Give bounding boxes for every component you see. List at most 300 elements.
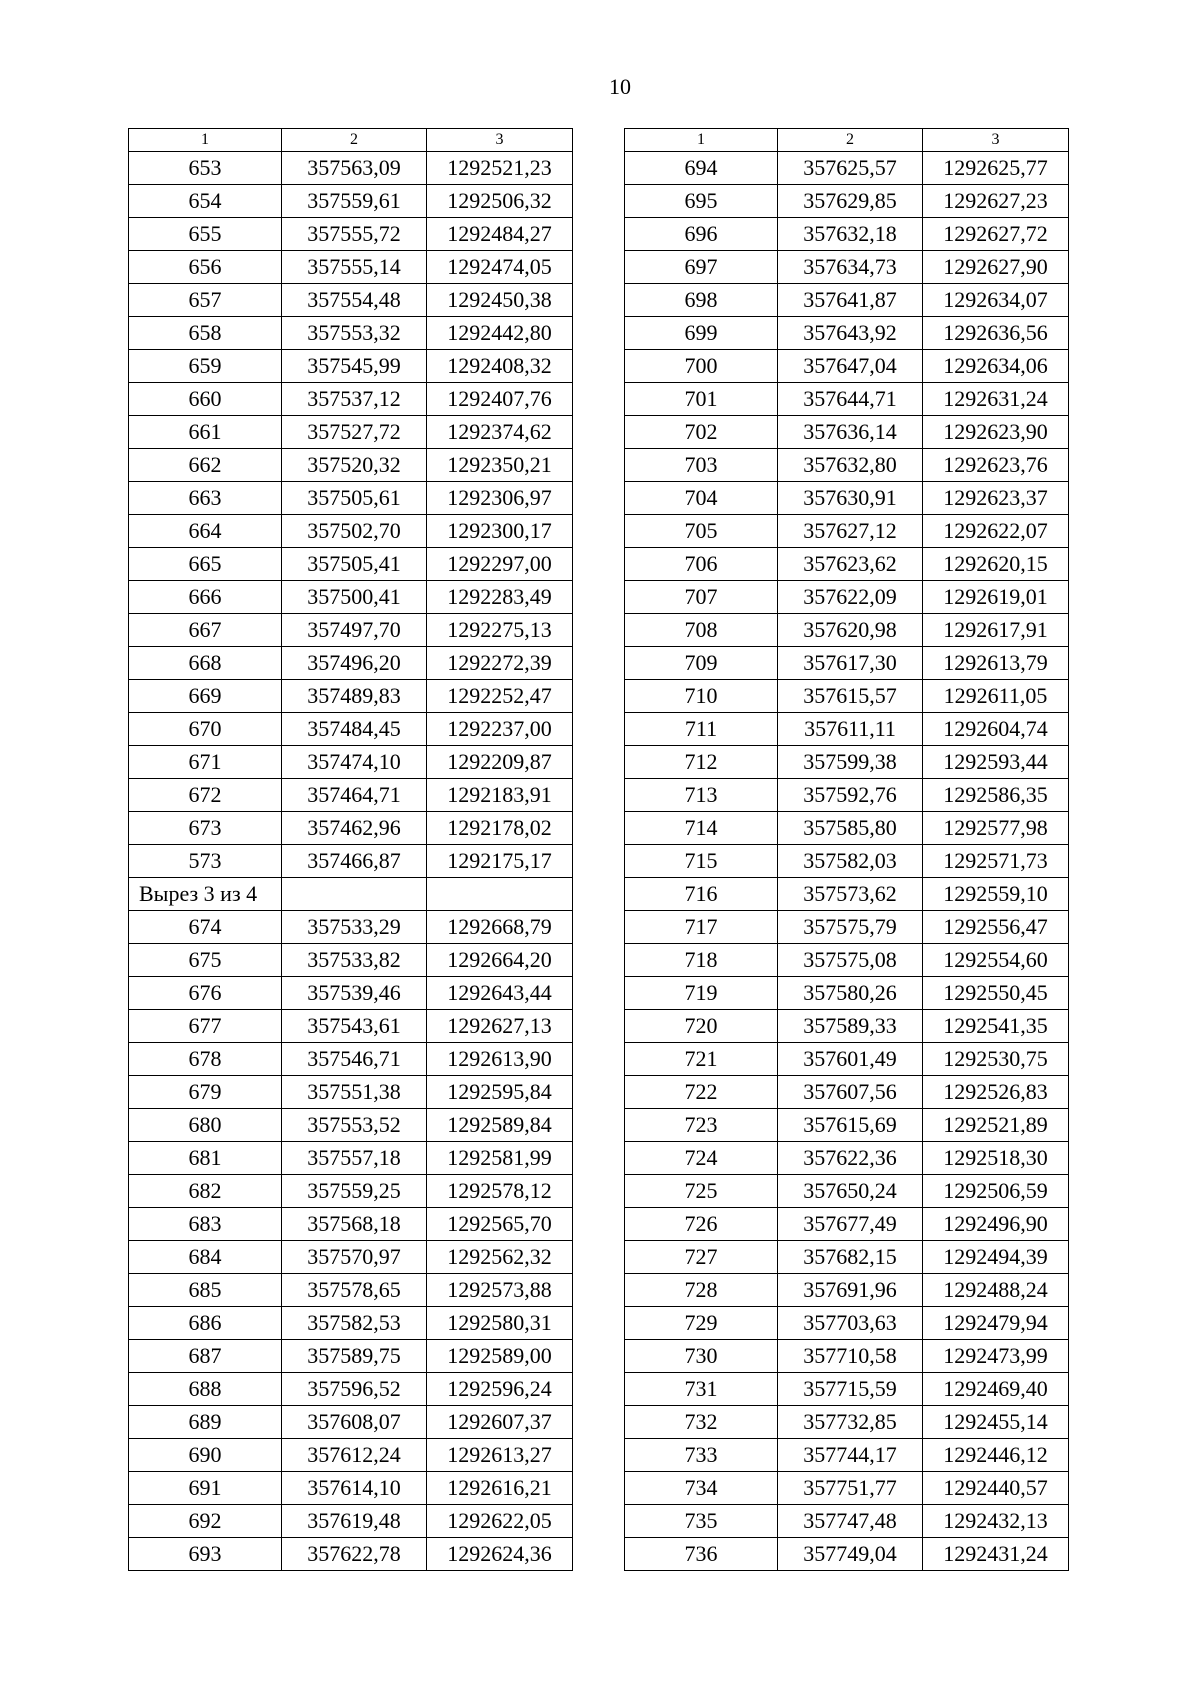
x-coordinate-cell: 357617,30 [778,647,923,680]
y-coordinate-cell: 1292300,17 [427,515,573,548]
table-row [625,1010,1069,1043]
table-row [625,1538,1069,1571]
x-coordinate-cell: 357496,20 [282,647,427,680]
y-coordinate-cell: 1292586,35 [923,779,1069,812]
x-coordinate-cell: 357570,97 [282,1241,427,1274]
x-coordinate-cell: 357677,49 [778,1208,923,1241]
point-number-cell: 732 [625,1406,778,1439]
y-coordinate-cell: 1292565,70 [427,1208,573,1241]
y-coordinate-cell: 1292431,24 [923,1538,1069,1571]
x-coordinate-cell: 357462,96 [282,812,427,845]
point-number-cell: 669 [129,680,282,713]
x-coordinate-cell: 357533,82 [282,944,427,977]
y-coordinate-cell [427,878,573,911]
x-coordinate-cell: 357537,12 [282,383,427,416]
table-row [625,1208,1069,1241]
table-row [625,1175,1069,1208]
point-number-cell: 730 [625,1340,778,1373]
table-row [129,944,573,977]
table-row [625,482,1069,515]
table-row [129,416,573,449]
table-row [625,383,1069,416]
point-number-cell: 729 [625,1307,778,1340]
point-number-cell: 662 [129,449,282,482]
table-row [625,218,1069,251]
table-row [625,1439,1069,1472]
y-coordinate-cell: 1292473,99 [923,1340,1069,1373]
x-coordinate-cell: 357644,71 [778,383,923,416]
table-row [129,1076,573,1109]
point-number-cell: 661 [129,416,282,449]
point-number-cell: 656 [129,251,282,284]
x-coordinate-cell: 357691,96 [778,1274,923,1307]
x-coordinate-cell: 357632,80 [778,449,923,482]
y-coordinate-cell: 1292620,15 [923,548,1069,581]
y-coordinate-cell: 1292613,90 [427,1043,573,1076]
y-coordinate-cell: 1292627,13 [427,1010,573,1043]
y-coordinate-cell: 1292506,59 [923,1175,1069,1208]
point-number-cell: 708 [625,614,778,647]
table-row [625,251,1069,284]
y-coordinate-cell: 1292577,98 [923,812,1069,845]
point-number-cell: 700 [625,350,778,383]
point-number-cell: 676 [129,977,282,1010]
table-row [625,680,1069,713]
point-number-cell: 673 [129,812,282,845]
column-header-x: 2 [778,129,923,152]
x-coordinate-cell: 357573,62 [778,878,923,911]
x-coordinate-cell: 357623,62 [778,548,923,581]
point-number-cell: 714 [625,812,778,845]
coordinates-table-left [128,128,573,1571]
point-number-cell: 692 [129,1505,282,1538]
point-number-cell: 667 [129,614,282,647]
x-coordinate-cell: 357611,11 [778,713,923,746]
x-coordinate-cell: 357575,08 [778,944,923,977]
y-coordinate-cell: 1292178,02 [427,812,573,845]
point-number-cell: 693 [129,1538,282,1571]
table-row [625,1472,1069,1505]
y-coordinate-cell: 1292616,21 [427,1472,573,1505]
table-row [625,779,1069,812]
x-coordinate-cell: 357559,25 [282,1175,427,1208]
point-number-cell: 701 [625,383,778,416]
table-row [129,1373,573,1406]
x-coordinate-cell: 357615,69 [778,1109,923,1142]
x-coordinate-cell [282,878,427,911]
y-coordinate-cell: 1292589,84 [427,1109,573,1142]
x-coordinate-cell: 357502,70 [282,515,427,548]
point-number-cell: 573 [129,845,282,878]
table-row [129,1406,573,1439]
point-number-cell: 678 [129,1043,282,1076]
x-coordinate-cell: 357747,48 [778,1505,923,1538]
table-row [625,713,1069,746]
point-number-cell: 665 [129,548,282,581]
table-row [129,218,573,251]
point-number-cell: 658 [129,317,282,350]
x-coordinate-cell: 357543,61 [282,1010,427,1043]
table-row [625,185,1069,218]
point-number-cell: Вырез 3 из 4 [129,878,282,911]
point-number-cell: 710 [625,680,778,713]
table-body [129,152,573,1571]
x-coordinate-cell: 357546,71 [282,1043,427,1076]
table-row [625,977,1069,1010]
y-coordinate-cell: 1292556,47 [923,911,1069,944]
x-coordinate-cell: 357749,04 [778,1538,923,1571]
x-coordinate-cell: 357582,03 [778,845,923,878]
point-number-cell: 709 [625,647,778,680]
y-coordinate-cell: 1292627,72 [923,218,1069,251]
y-coordinate-cell: 1292488,24 [923,1274,1069,1307]
y-coordinate-cell: 1292530,75 [923,1043,1069,1076]
point-number-cell: 706 [625,548,778,581]
x-coordinate-cell: 357650,24 [778,1175,923,1208]
x-coordinate-cell: 357599,38 [778,746,923,779]
table-row [129,1340,573,1373]
y-coordinate-cell: 1292623,90 [923,416,1069,449]
point-number-cell: 675 [129,944,282,977]
y-coordinate-cell: 1292573,88 [427,1274,573,1307]
point-number-cell: 728 [625,1274,778,1307]
y-coordinate-cell: 1292627,90 [923,251,1069,284]
table-row [129,284,573,317]
point-number-cell: 679 [129,1076,282,1109]
point-number-cell: 717 [625,911,778,944]
x-coordinate-cell: 357622,78 [282,1538,427,1571]
table-row [129,1010,573,1043]
x-coordinate-cell: 357751,77 [778,1472,923,1505]
column-header-point: 1 [129,129,282,152]
y-coordinate-cell: 1292455,14 [923,1406,1069,1439]
y-coordinate-cell: 1292506,32 [427,185,573,218]
point-number-cell: 691 [129,1472,282,1505]
y-coordinate-cell: 1292272,39 [427,647,573,680]
y-coordinate-cell: 1292613,27 [427,1439,573,1472]
y-coordinate-cell: 1292479,94 [923,1307,1069,1340]
y-coordinate-cell: 1292607,37 [427,1406,573,1439]
y-coordinate-cell: 1292619,01 [923,581,1069,614]
point-number-cell: 696 [625,218,778,251]
table-row [129,581,573,614]
x-coordinate-cell: 357634,73 [778,251,923,284]
point-number-cell: 694 [625,152,778,185]
y-coordinate-cell: 1292627,23 [923,185,1069,218]
x-coordinate-cell: 357555,14 [282,251,427,284]
point-number-cell: 666 [129,581,282,614]
table-row [625,515,1069,548]
table-row [625,1406,1069,1439]
x-coordinate-cell: 357619,48 [282,1505,427,1538]
y-coordinate-cell: 1292183,91 [427,779,573,812]
coordinates-table-right [624,128,1069,1571]
y-coordinate-cell: 1292450,38 [427,284,573,317]
y-coordinate-cell: 1292634,07 [923,284,1069,317]
y-coordinate-cell: 1292521,23 [427,152,573,185]
table-row [129,1439,573,1472]
y-coordinate-cell: 1292306,97 [427,482,573,515]
x-coordinate-cell: 357703,63 [778,1307,923,1340]
y-coordinate-cell: 1292440,57 [923,1472,1069,1505]
point-number-cell: 711 [625,713,778,746]
point-number-cell: 688 [129,1373,282,1406]
table-row [625,548,1069,581]
y-coordinate-cell: 1292622,05 [427,1505,573,1538]
x-coordinate-cell: 357715,59 [778,1373,923,1406]
y-coordinate-cell: 1292275,13 [427,614,573,647]
y-coordinate-cell: 1292634,06 [923,350,1069,383]
x-coordinate-cell: 357559,61 [282,185,427,218]
table-row [625,1373,1069,1406]
table-row [129,548,573,581]
x-coordinate-cell: 357608,07 [282,1406,427,1439]
point-number-cell: 672 [129,779,282,812]
x-coordinate-cell: 357612,24 [282,1439,427,1472]
y-coordinate-cell: 1292518,30 [923,1142,1069,1175]
point-number-cell: 684 [129,1241,282,1274]
point-number-cell: 733 [625,1439,778,1472]
table-row [625,911,1069,944]
y-coordinate-cell: 1292252,47 [427,680,573,713]
y-coordinate-cell: 1292283,49 [427,581,573,614]
x-coordinate-cell: 357625,57 [778,152,923,185]
x-coordinate-cell: 357500,41 [282,581,427,614]
x-coordinate-cell: 357710,58 [778,1340,923,1373]
x-coordinate-cell: 357554,48 [282,284,427,317]
point-number-cell: 664 [129,515,282,548]
x-coordinate-cell: 357578,65 [282,1274,427,1307]
x-coordinate-cell: 357629,85 [778,185,923,218]
x-coordinate-cell: 357643,92 [778,317,923,350]
table-row [129,911,573,944]
table-row [625,878,1069,911]
y-coordinate-cell: 1292562,32 [427,1241,573,1274]
point-number-cell: 697 [625,251,778,284]
point-number-cell: 655 [129,218,282,251]
table-row [129,680,573,713]
table-row [625,1142,1069,1175]
table-row [129,779,573,812]
point-number-cell: 654 [129,185,282,218]
x-coordinate-cell: 357555,72 [282,218,427,251]
x-coordinate-cell: 357630,91 [778,482,923,515]
x-coordinate-cell: 357557,18 [282,1142,427,1175]
table-row [625,1241,1069,1274]
table-row [625,284,1069,317]
x-coordinate-cell: 357622,09 [778,581,923,614]
x-coordinate-cell: 357585,80 [778,812,923,845]
y-coordinate-cell: 1292631,24 [923,383,1069,416]
table-row [625,1043,1069,1076]
point-number-cell: 687 [129,1340,282,1373]
table-row [129,1505,573,1538]
y-coordinate-cell: 1292604,74 [923,713,1069,746]
y-coordinate-cell: 1292521,89 [923,1109,1069,1142]
x-coordinate-cell: 357580,26 [778,977,923,1010]
y-coordinate-cell: 1292623,76 [923,449,1069,482]
y-coordinate-cell: 1292446,12 [923,1439,1069,1472]
y-coordinate-cell: 1292469,40 [923,1373,1069,1406]
y-coordinate-cell: 1292613,79 [923,647,1069,680]
table-body [625,152,1069,1571]
y-coordinate-cell: 1292408,32 [427,350,573,383]
y-coordinate-cell: 1292374,62 [427,416,573,449]
x-coordinate-cell: 357575,79 [778,911,923,944]
point-number-cell: 720 [625,1010,778,1043]
table-row [129,713,573,746]
point-number-cell: 719 [625,977,778,1010]
x-coordinate-cell: 357632,18 [778,218,923,251]
point-number-cell: 724 [625,1142,778,1175]
table-row [129,1142,573,1175]
column-header-point: 1 [625,129,778,152]
x-coordinate-cell: 357732,85 [778,1406,923,1439]
column-header-x: 2 [282,129,427,152]
y-coordinate-cell: 1292622,07 [923,515,1069,548]
table-row [625,581,1069,614]
x-coordinate-cell: 357551,38 [282,1076,427,1109]
table-row [625,1307,1069,1340]
point-number-cell: 660 [129,383,282,416]
point-number-cell: 663 [129,482,282,515]
y-coordinate-cell: 1292596,24 [427,1373,573,1406]
y-coordinate-cell: 1292526,83 [923,1076,1069,1109]
table-row [129,1472,573,1505]
point-number-cell: 715 [625,845,778,878]
point-number-cell: 712 [625,746,778,779]
table-row [625,647,1069,680]
y-coordinate-cell: 1292237,00 [427,713,573,746]
y-coordinate-cell: 1292550,45 [923,977,1069,1010]
x-coordinate-cell: 357622,36 [778,1142,923,1175]
table-row [129,1109,573,1142]
table-row [129,350,573,383]
point-number-cell: 670 [129,713,282,746]
point-number-cell: 702 [625,416,778,449]
table-row [625,812,1069,845]
table-row [129,482,573,515]
page-number: 10 [609,74,631,99]
x-coordinate-cell: 357589,33 [778,1010,923,1043]
table-row [625,1076,1069,1109]
point-number-cell: 674 [129,911,282,944]
table-row [129,746,573,779]
y-coordinate-cell: 1292432,13 [923,1505,1069,1538]
point-number-cell: 653 [129,152,282,185]
table-row [129,251,573,284]
table-row [625,350,1069,383]
x-coordinate-cell: 357607,56 [778,1076,923,1109]
y-coordinate-cell: 1292581,99 [427,1142,573,1175]
x-coordinate-cell: 357596,52 [282,1373,427,1406]
x-coordinate-cell: 357592,76 [778,779,923,812]
table-row [129,185,573,218]
point-number-cell: 723 [625,1109,778,1142]
y-coordinate-cell: 1292209,87 [427,746,573,779]
table-row [129,1307,573,1340]
y-coordinate-cell: 1292624,36 [427,1538,573,1571]
x-coordinate-cell: 357539,46 [282,977,427,1010]
x-coordinate-cell: 357505,41 [282,548,427,581]
x-coordinate-cell: 357489,83 [282,680,427,713]
y-coordinate-cell: 1292496,90 [923,1208,1069,1241]
x-coordinate-cell: 357636,14 [778,416,923,449]
table-row [129,449,573,482]
point-number-cell: 682 [129,1175,282,1208]
table-row [625,1340,1069,1373]
x-coordinate-cell: 357615,57 [778,680,923,713]
point-number-cell: 677 [129,1010,282,1043]
point-number-cell: 735 [625,1505,778,1538]
y-coordinate-cell: 1292297,00 [427,548,573,581]
x-coordinate-cell: 357484,45 [282,713,427,746]
point-number-cell: 713 [625,779,778,812]
point-number-cell: 705 [625,515,778,548]
point-number-cell: 668 [129,647,282,680]
point-number-cell: 718 [625,944,778,977]
x-coordinate-cell: 357553,32 [282,317,427,350]
x-coordinate-cell: 357582,53 [282,1307,427,1340]
x-coordinate-cell: 357563,09 [282,152,427,185]
x-coordinate-cell: 357641,87 [778,284,923,317]
x-coordinate-cell: 357627,12 [778,515,923,548]
x-coordinate-cell: 357520,32 [282,449,427,482]
y-coordinate-cell: 1292664,20 [427,944,573,977]
table-row [129,1538,573,1571]
point-number-cell: 690 [129,1439,282,1472]
y-coordinate-cell: 1292636,56 [923,317,1069,350]
point-number-cell: 657 [129,284,282,317]
point-number-cell: 695 [625,185,778,218]
x-coordinate-cell: 357568,18 [282,1208,427,1241]
y-coordinate-cell: 1292580,31 [427,1307,573,1340]
table-row [625,416,1069,449]
point-number-cell: 731 [625,1373,778,1406]
table-row [129,977,573,1010]
y-coordinate-cell: 1292578,12 [427,1175,573,1208]
point-number-cell: 704 [625,482,778,515]
table-row [625,152,1069,185]
y-coordinate-cell: 1292554,60 [923,944,1069,977]
table-row [129,845,573,878]
point-number-cell: 703 [625,449,778,482]
table-row [625,1505,1069,1538]
y-coordinate-cell: 1292593,44 [923,746,1069,779]
table-row [129,1208,573,1241]
point-number-cell: 671 [129,746,282,779]
x-coordinate-cell: 357614,10 [282,1472,427,1505]
table-row [625,944,1069,977]
column-header-y: 3 [923,129,1069,152]
x-coordinate-cell: 357497,70 [282,614,427,647]
point-number-cell: 734 [625,1472,778,1505]
point-number-cell: 686 [129,1307,282,1340]
point-number-cell: 736 [625,1538,778,1571]
y-coordinate-cell: 1292474,05 [427,251,573,284]
y-coordinate-cell: 1292623,37 [923,482,1069,515]
table-row [625,614,1069,647]
x-coordinate-cell: 357589,75 [282,1340,427,1373]
x-coordinate-cell: 357620,98 [778,614,923,647]
y-coordinate-cell: 1292625,77 [923,152,1069,185]
y-coordinate-cell: 1292442,80 [427,317,573,350]
header-row [129,129,573,152]
table-row [625,1274,1069,1307]
table-row [129,383,573,416]
point-number-cell: 685 [129,1274,282,1307]
x-coordinate-cell: 357601,49 [778,1043,923,1076]
